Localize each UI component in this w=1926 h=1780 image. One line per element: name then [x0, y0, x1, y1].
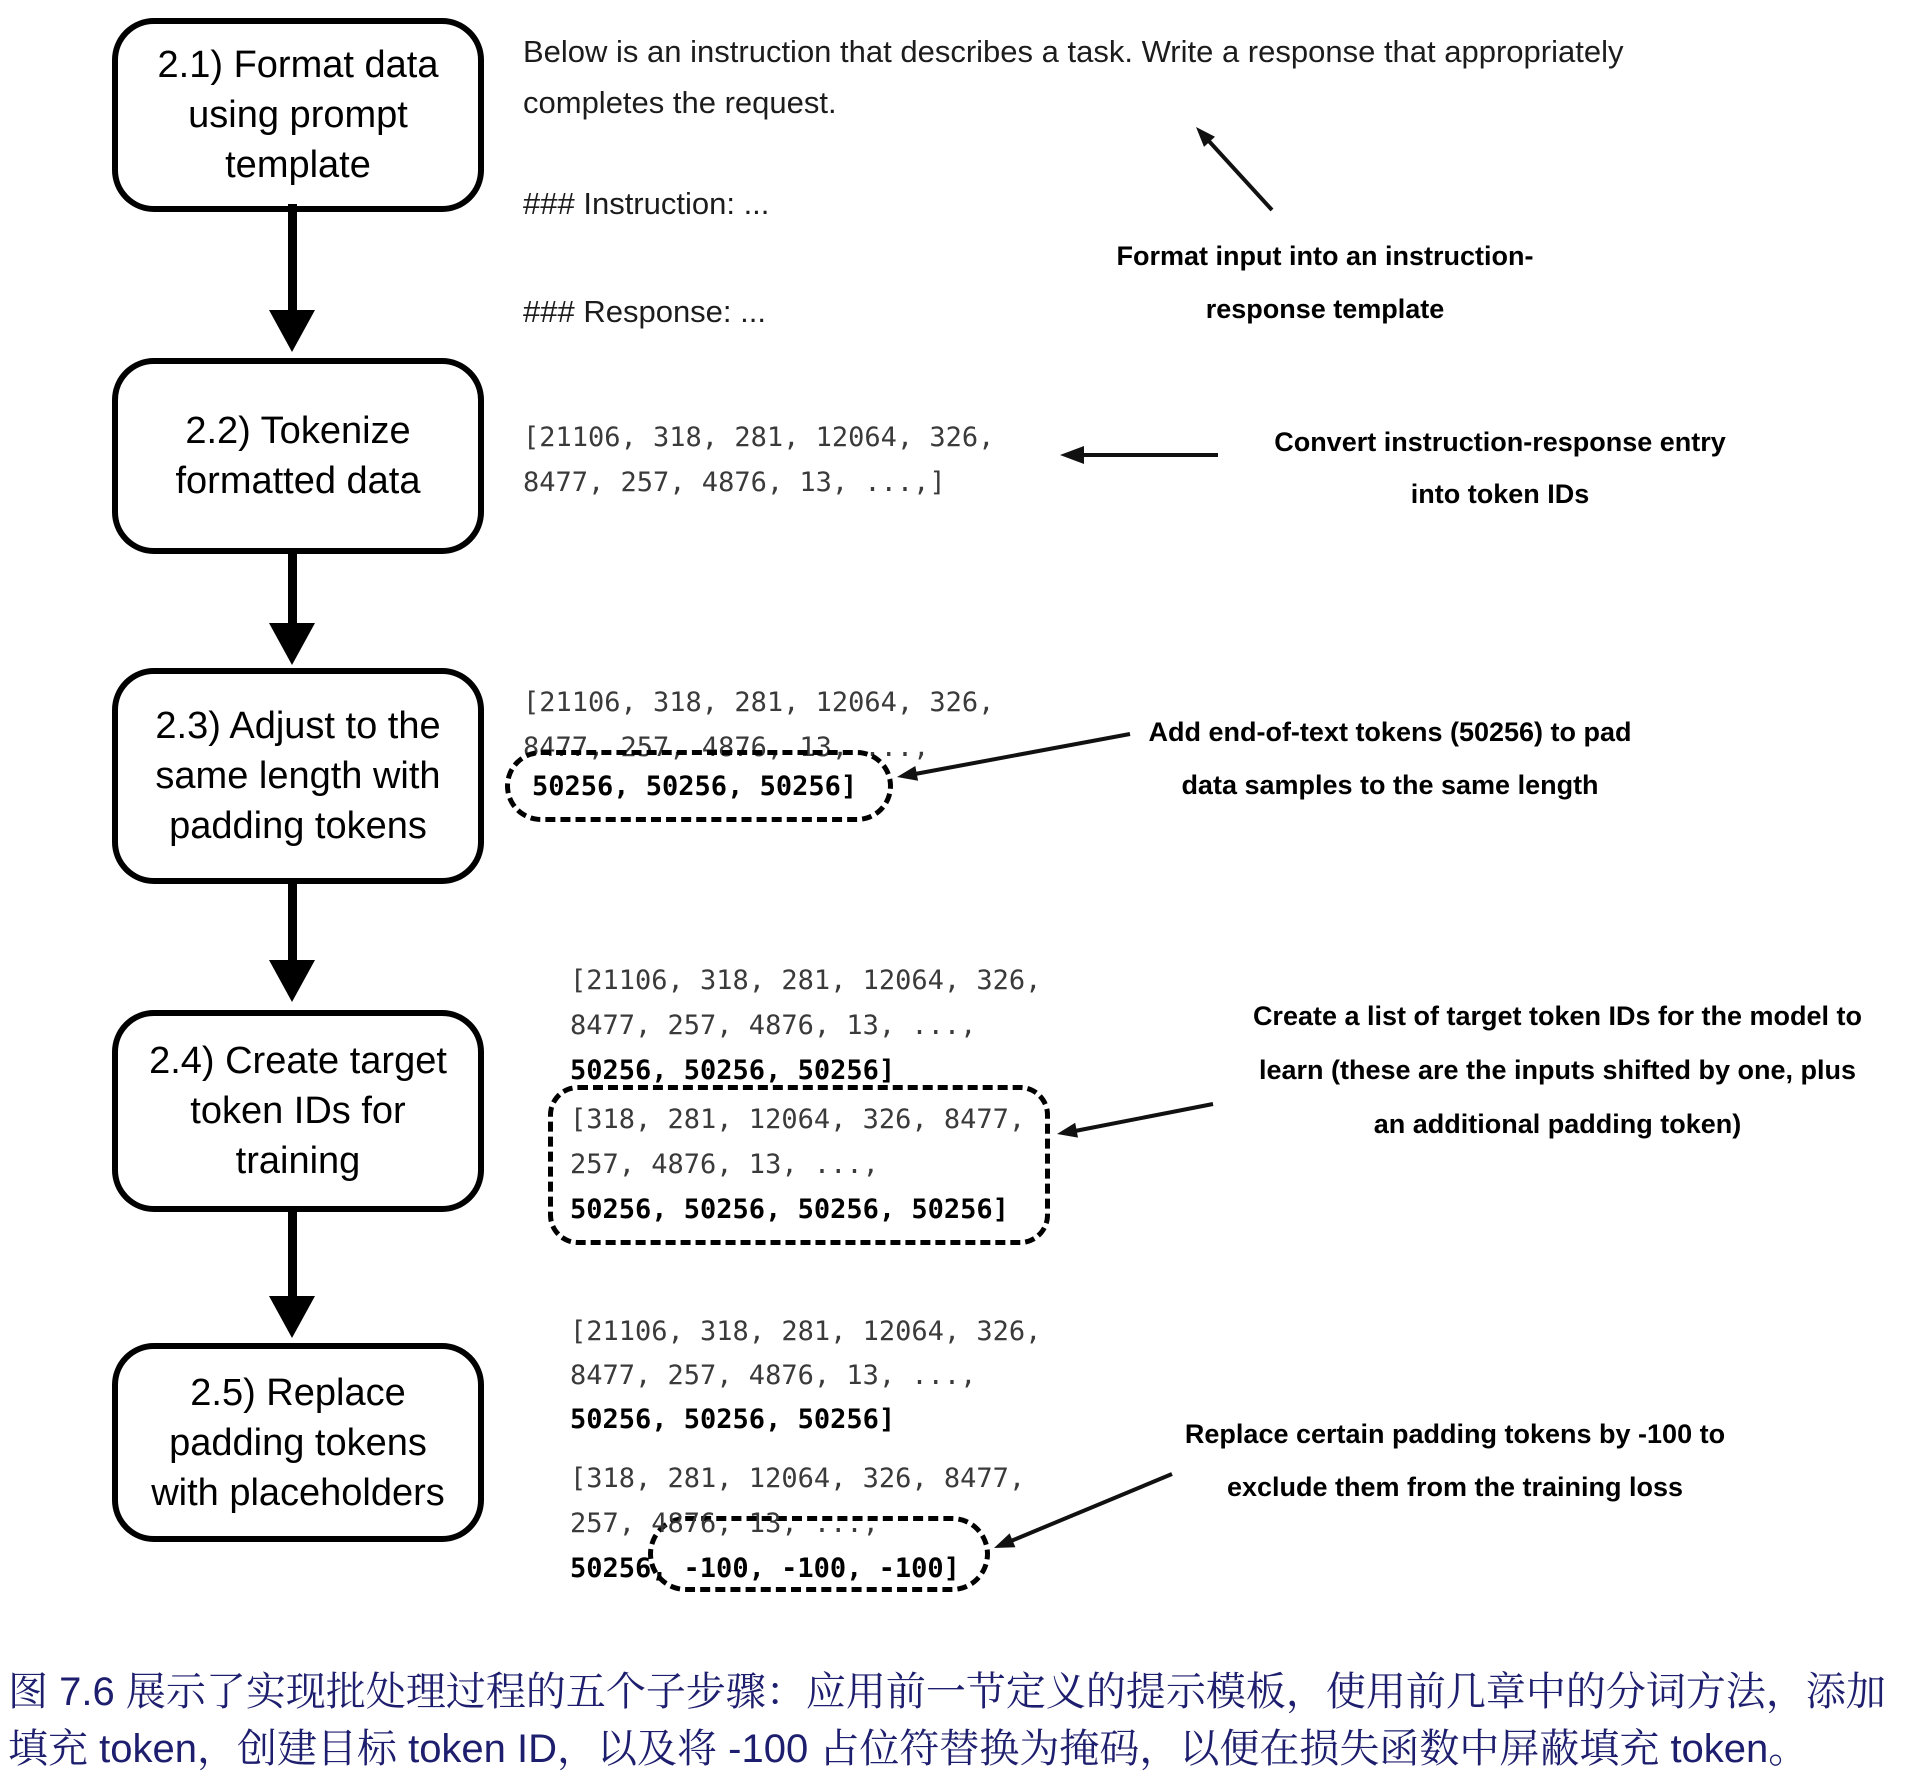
token-line: 8477, 257, 4876, 13, ..., — [570, 1010, 977, 1041]
step-box-2-2-line: 2.2) Tokenize — [185, 410, 411, 452]
prompt-template-intro-line: completes the request. — [523, 85, 837, 120]
step-box-2-1-line: 2.1) Format data — [157, 44, 439, 86]
token-line: [318, 281, 12064, 326, 8477, — [570, 1104, 1026, 1135]
arrow-head — [269, 960, 315, 1002]
step-box-2-1-line: using prompt — [188, 94, 408, 136]
annotation-line: Convert instruction-response entry — [1274, 427, 1726, 457]
padding-token-prefix: 50256, — [570, 1553, 668, 1584]
arrow-head — [269, 1296, 315, 1338]
prompt-template-intro-line: Below is an instruction that describes a task. Write a response that appropriately — [523, 34, 1624, 69]
step-box-2-3-line: same length with — [155, 755, 441, 797]
step-box-2-5-line: padding tokens — [169, 1421, 427, 1464]
annotation-create-target-ids — [1195, 989, 1920, 1151]
step-box-2-3-line: 2.3) Adjust to the — [155, 705, 441, 747]
response-heading: ### Response: ... — [523, 294, 766, 329]
padding-tokens-line: 50256, 50256, 50256, 50256] — [570, 1194, 1009, 1225]
flow-down-arrow-2 — [269, 548, 315, 665]
instruction-heading: ### Instruction: ... — [523, 186, 770, 221]
step-box-2-4-line: training — [235, 1140, 361, 1182]
padding-tokens-line: 50256, 50256, 50256] — [570, 1055, 896, 1086]
step-box-2-4-line: token IDs for — [190, 1090, 406, 1132]
token-line: [21106, 318, 281, 12064, 326, — [523, 422, 995, 453]
token-line: 257, 4876, 13, ..., — [570, 1508, 879, 1539]
annotation-line: Replace certain padding tokens by -100 to — [1184, 1419, 1726, 1449]
step-box-2-1-line: template — [225, 144, 371, 186]
masked-tokens-line — [570, 1546, 1025, 1591]
arrow-head — [269, 623, 315, 665]
step-box-2-3-line: padding tokens — [169, 805, 427, 847]
token-line: 8477, 257, 4876, 13, ...,] — [523, 467, 946, 498]
arrow-shaft — [288, 548, 297, 623]
target-ids-list — [570, 1097, 1025, 1232]
annotation-replace-padding — [1130, 1408, 1780, 1514]
token-line: [21106, 318, 281, 12064, 326, — [523, 687, 995, 718]
arrow-shaft — [288, 878, 297, 960]
step-box-2-5-line: 2.5) Replace — [190, 1371, 406, 1414]
annotation-line: Create a list of target token IDs for the model to — [1252, 1001, 1863, 1031]
pointer-arrow-left-icon — [1050, 440, 1225, 470]
step-box-2-4-line: 2.4) Create target — [149, 1040, 447, 1082]
arrow-shaft — [288, 1208, 297, 1296]
mask-step-input-list — [570, 1310, 1041, 1442]
annotation-line: exclude them from the training loss — [1226, 1472, 1684, 1502]
masked-target-ids-list — [570, 1456, 1025, 1591]
padding-tokens-line: 50256, 50256, 50256] — [532, 770, 858, 802]
padding-tokens-highlight-oval — [505, 750, 893, 822]
prompt-template-intro — [523, 26, 1624, 128]
flow-down-arrow-1 — [269, 204, 315, 352]
figure-caption — [8, 1664, 1920, 1778]
pointer-arrow-to-target-box-icon — [1045, 1090, 1220, 1145]
step-box-2-5 — [112, 1343, 484, 1542]
arrow-shaft — [288, 204, 297, 310]
step-box-2-1 — [112, 18, 484, 212]
flow-down-arrow-4 — [269, 1208, 315, 1338]
token-line: [318, 281, 12064, 326, 8477, — [570, 1463, 1026, 1494]
annotation-line: Add end-of-text tokens (50256) to pad — [1148, 717, 1632, 747]
pointer-arrow-to-mask-oval-icon — [980, 1462, 1180, 1562]
token-line: 257, 4876, 13, ..., — [570, 1149, 879, 1180]
token-line: [21106, 318, 281, 12064, 326, — [570, 1316, 1042, 1347]
annotation-line: Format input into an instruction- — [1116, 241, 1534, 271]
pointer-arrow-to-padding-oval-icon — [885, 720, 1135, 790]
mask-placeholder-tokens: -100, -100, -100] — [683, 1553, 960, 1584]
annotation-line: into token IDs — [1410, 479, 1590, 509]
target-step-input-list — [570, 958, 1041, 1093]
arrow-head — [269, 310, 315, 352]
step-box-2-2 — [112, 358, 484, 554]
padding-tokens-line: 50256, 50256, 50256] — [570, 1404, 896, 1435]
token-line: 8477, 257, 4876, 13, ..., — [570, 1360, 977, 1391]
figure-caption-line: 图 7.6 展示了实现批处理过程的五个子步骤：应用前一节定义的提示模板，使用前几章中的分词方法，添加 — [8, 1670, 1886, 1714]
step-box-2-5-line: with placeholders — [151, 1471, 445, 1514]
step-box-2-4 — [112, 1010, 484, 1212]
token-line: [21106, 318, 281, 12064, 326, — [570, 965, 1042, 996]
figure-caption-line: 填充 token，创建目标 token ID，以及将 -100 占位符替换为掩码，以便在损失函数中屏蔽填充 token。 — [8, 1727, 1809, 1771]
annotation-add-eot-tokens — [1095, 706, 1685, 812]
annotation-format-template — [1030, 230, 1620, 336]
step-box-2-3 — [112, 668, 484, 884]
annotation-line: response template — [1205, 294, 1445, 324]
token-line: 8477, 257, 4876, 13, ..., — [523, 732, 930, 763]
annotation-line: data samples to the same length — [1181, 770, 1599, 800]
annotation-line: an additional padding token) — [1373, 1109, 1742, 1139]
annotation-convert-token-ids — [1230, 416, 1770, 520]
step-box-2-2-line: formatted data — [175, 460, 421, 502]
flow-down-arrow-3 — [269, 878, 315, 1002]
tokenized-ids-list — [523, 415, 994, 505]
pointer-arrow-up-left-icon — [1180, 118, 1280, 218]
annotation-line: learn (these are the inputs shifted by one, plus — [1258, 1055, 1857, 1085]
